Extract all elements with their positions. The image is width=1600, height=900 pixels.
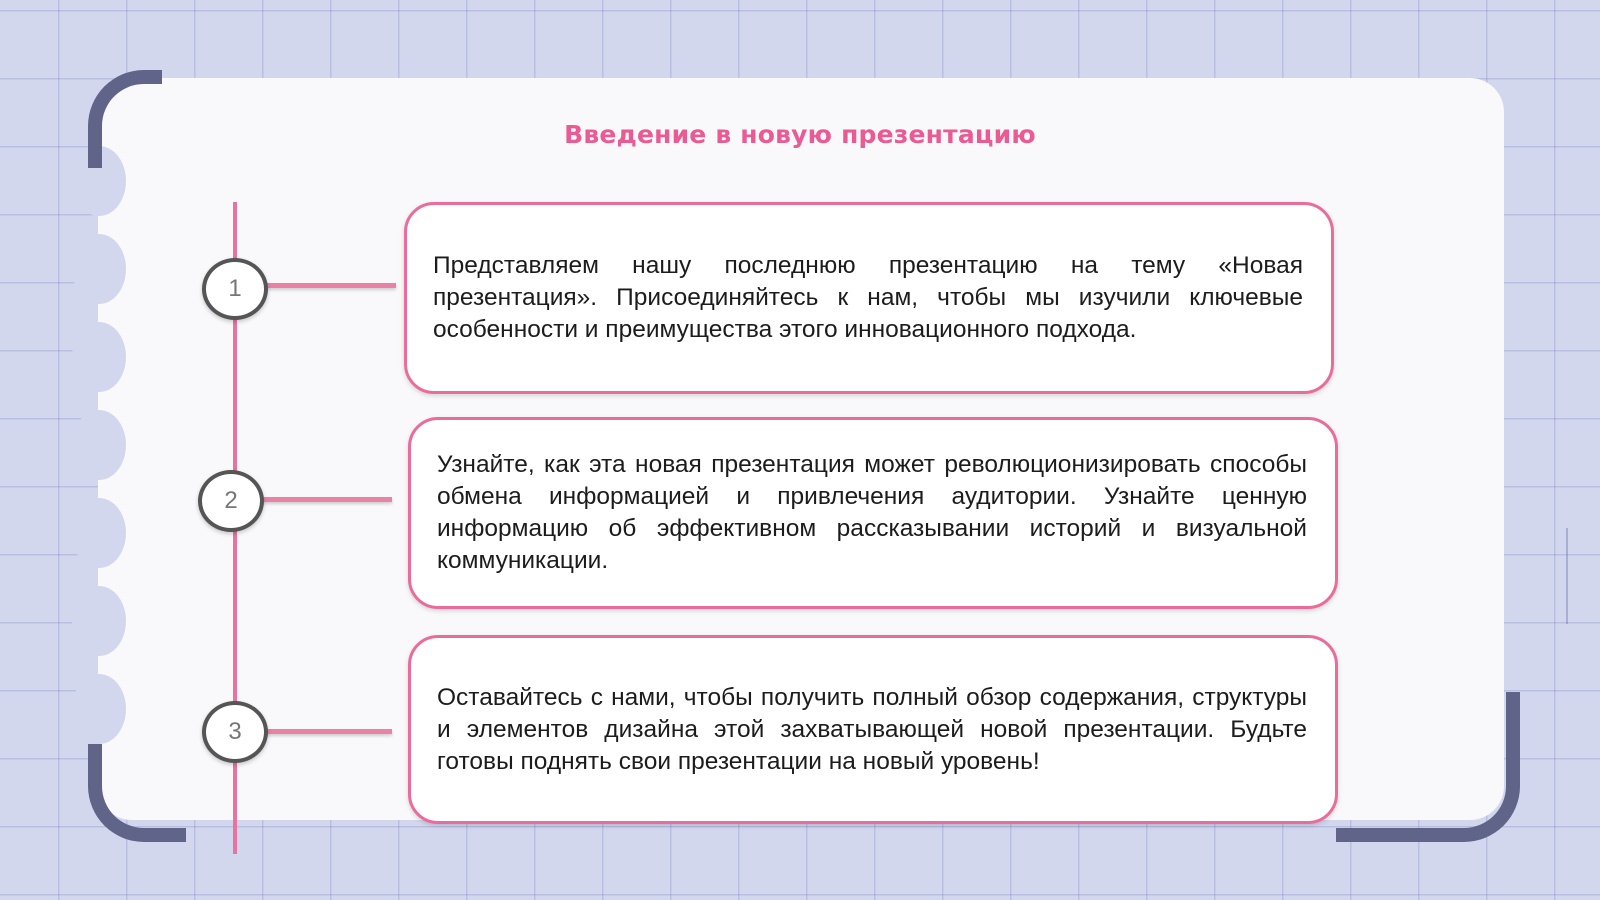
step-2-number: 2 <box>224 487 238 514</box>
step-1-connector <box>262 283 396 288</box>
paper-scallop <box>72 586 126 656</box>
step-1-card <box>404 202 1334 394</box>
step-3-card <box>408 635 1338 824</box>
step-2-text: Узнайте, как эта новая презентация может революционизировать способы обмена информацией и привлечения аудитории. Узнайте ценную информацию об эффективном рассказывании историй и визуальной коммуникации. <box>437 451 1307 574</box>
paper-scallop <box>72 234 126 304</box>
step-3-connector <box>262 729 392 734</box>
grid-accent-line <box>1566 528 1568 624</box>
step-1-number: 1 <box>228 275 242 302</box>
step-3-number: 3 <box>228 718 242 745</box>
paper-scallop <box>72 498 126 568</box>
paper-scallop <box>72 410 126 480</box>
step-2-marker <box>198 470 264 532</box>
frame-corner-top-left <box>88 70 162 168</box>
slide-title: Введение в новую презентацию <box>564 120 1036 149</box>
step-3-text: Оставайтесь с нами, чтобы получить полный обзор содержания, структуры и элементов дизайна этой захватывающей новой презентации. Будьте готовы поднять свои презентации на новый уровень! <box>437 683 1307 775</box>
step-2-card <box>408 417 1338 609</box>
step-1-marker <box>202 258 268 320</box>
step-2-connector <box>258 497 392 502</box>
step-1-text: Представляем нашу последнюю презентацию на тему «Новая презентация». Присоединяйтесь к нам, чтобы мы изучили ключевые особенности и преимущества этого инновационного подхода. <box>433 252 1303 343</box>
paper-scallop <box>72 322 126 392</box>
frame-corner-bottom-right <box>1336 692 1520 842</box>
step-3-marker <box>202 701 268 763</box>
paper-scallop <box>72 674 126 744</box>
frame-corner-bottom-left <box>88 744 186 842</box>
